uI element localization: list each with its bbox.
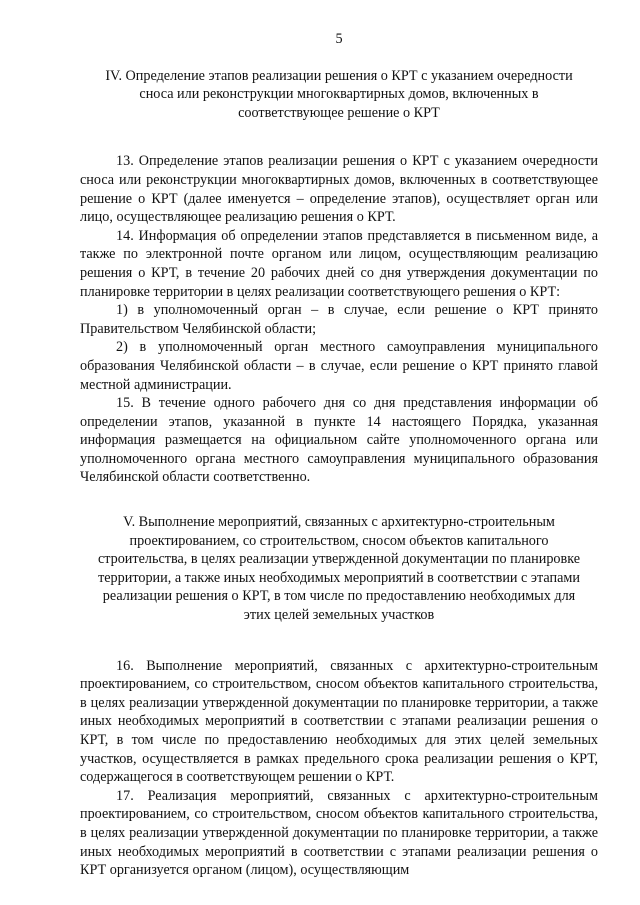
paragraph-14: 14. Информация об определении этапов представляется в письменном виде, а также по электронной почте органом или лицом, осуществляющим реализацию решения о КРТ, в течение 20 рабочих дней со дня утверждения документации по планировке территории в целях реализации соответствующего решения о КРТ: xyxy=(80,227,598,300)
paragraph-13: 13. Определение этапов реализации решения о КРТ с указанием очередности сноса или реконструкции многоквартирных домов, включенных в соответствующее решение о КРТ (далее именуется – определение этапов), осуществляет орган или лицо, осуществляющее реализацию решения о КРТ. xyxy=(80,153,598,226)
paragraph-16: 16. Выполнение мероприятий, связанных с архитектурно-строительным проектированием, со строительством, сносом объектов капитального строительства, в целях реализации утвержденной документации по планировке территории, а также иных необходимых мероприятий в соответствии с этапами реализации решения о КРТ, в том числе по предоставлению необходимых для этих целей земельных участков, осуществляется в рамках предельного срока реализации решения о КРТ, содержащегося в соответствующем решении о КРТ. xyxy=(80,657,598,786)
paragraph-17: 17. Реализация мероприятий, связанных с архитектурно-строительным проектированием, со строительством, сносом объектов капитального строительства, в целях реализации утвержденной документации по планировке территории, а также иных необходимых мероприятий в соответствии с этапами реализации решения о КРТ организуется органом (лицом), осуществляющим xyxy=(80,787,598,879)
section-5-heading: V. Выполнение мероприятий, связанных с архитектурно-строительным проектированием, со строительством, сносом объектов капитального строительства, в целях реализации утвержденной документации по планировке территории, а также иных необходимых мероприятий в соответствии с этапами реализации решения о КРТ, в том числе по предоставлению необходимых для этих целей земельных участков xyxy=(97,514,581,624)
paragraph-14-item-1: 1) в уполномоченный орган – в случае, если решение о КРТ принято Правительством Челябинской области; xyxy=(80,302,598,337)
page-number: 5 xyxy=(335,31,343,47)
section-4-heading: IV. Определение этапов реализации решения о КРТ с указанием очередности сноса или реконструкции многоквартирных домов, включенных в соответствующее решение о КРТ xyxy=(105,67,573,121)
paragraph-14-item-2: 2) в уполномоченный орган местного самоуправления муниципального образования Челябинской области – в случае, если решение о КРТ принято главой местной администрации. xyxy=(80,339,598,393)
paragraph-15: 15. В течение одного рабочего дня со дня представления информации об определении этапов, указанной в пункте 14 настоящего Порядка, указанная информация размещается на официальном сайте уполномоченного органа или уполномоченного органа местного самоуправления муниципального образования Челябинской области соответственно. xyxy=(80,395,598,486)
